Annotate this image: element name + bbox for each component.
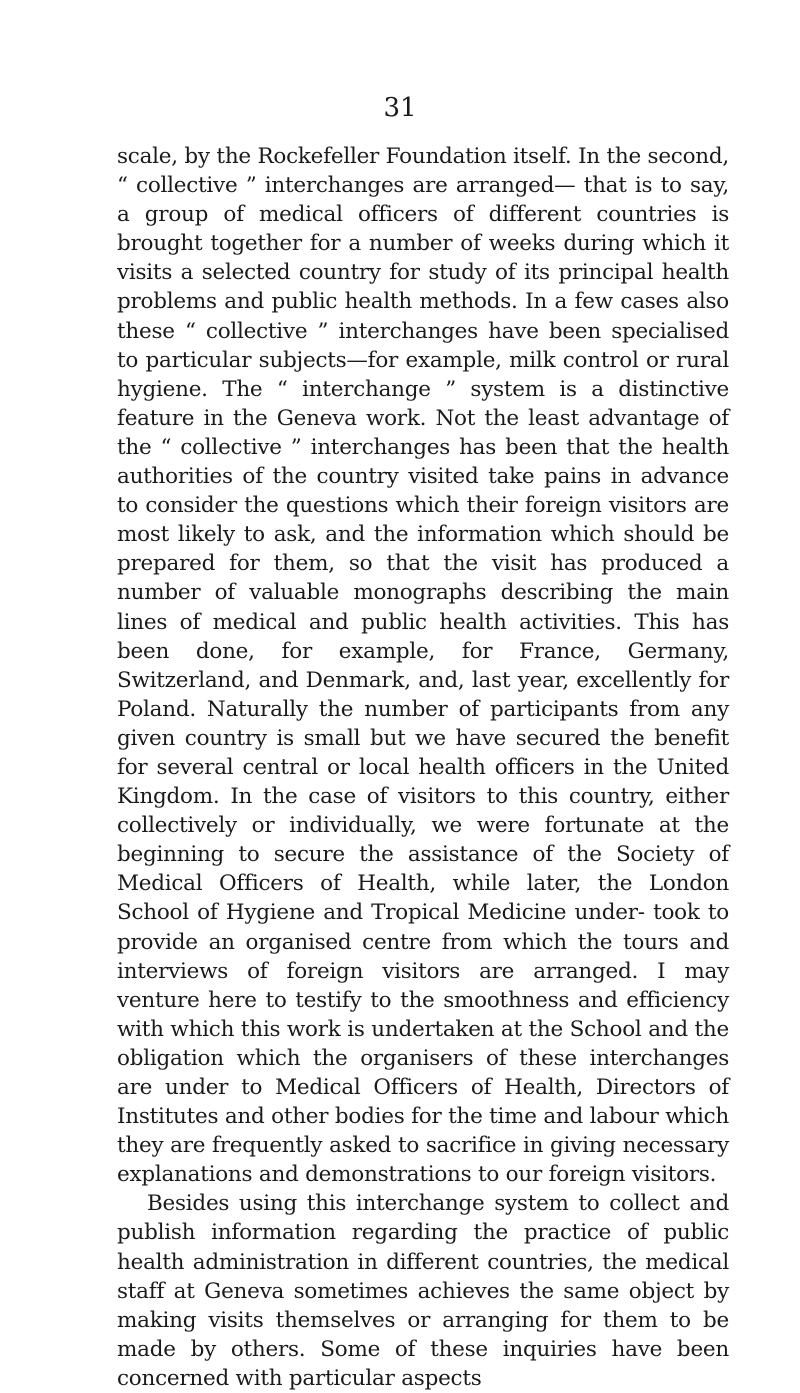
paragraph-besides: Besides using this interchange system to collect and publish information regarding the practice of public health administration in different countries, the medical staff at Geneva sometimes achieves the same object by making visits themselves or arranging for them to be made by others. Some of these inquiries have been concerned with particular aspects — [117, 1191, 729, 1391]
paragraph-continued: scale, by the Rockefeller Foundation itself. In the second, “ collective ” interchanges are arranged— that is to say, a group of medical officers of different countries is brought together for a number of weeks during which it visits a selected country for study of its principal health problems and public health methods. In a few cases also these “ collective ” interchanges have been specialised to particular subjects—for example, milk control or rural hygiene. The “ interchange ” system is a distinctive feature in the Geneva work. Not the least advantage of the “ collective ” interchanges has been that the health authorities of the country visited take pains in advance to consider the questions which their foreign visitors are most likely to ask, and the information which should be prepared for them, so that the visit has produced a number of valuable monographs describing the main lines of medical and public health activities. This has been done, for example, for France, Germany, Switzerland, and Denmark, and, last year, excellently for Poland. Naturally the number of participants from any given country is small but we have secured the benefit for several central or local health officers in the United Kingdom. In the case of visitors to this country, either collectively or individually, we were fortunate at the beginning to secure the assistance of the Society of Medical Officers of Health, while later, the London School of Hygiene and Tropical Medicine under- took to provide an organised centre from which the tours and interviews of foreign visitors are arranged. I may venture here to testify to the smoothness and efficiency with which this work is undertaken at the School and the obligation which the organisers of these interchanges are under to Medical Officers of Health, Directors of Institutes and other bodies for the time and labour which they are frequently asked to sacrifice in giving necessary explanations and demonstrations to our foreign visitors. — [117, 144, 729, 1188]
page-number: 31 — [383, 93, 417, 123]
body-text — [117, 142, 729, 1393]
